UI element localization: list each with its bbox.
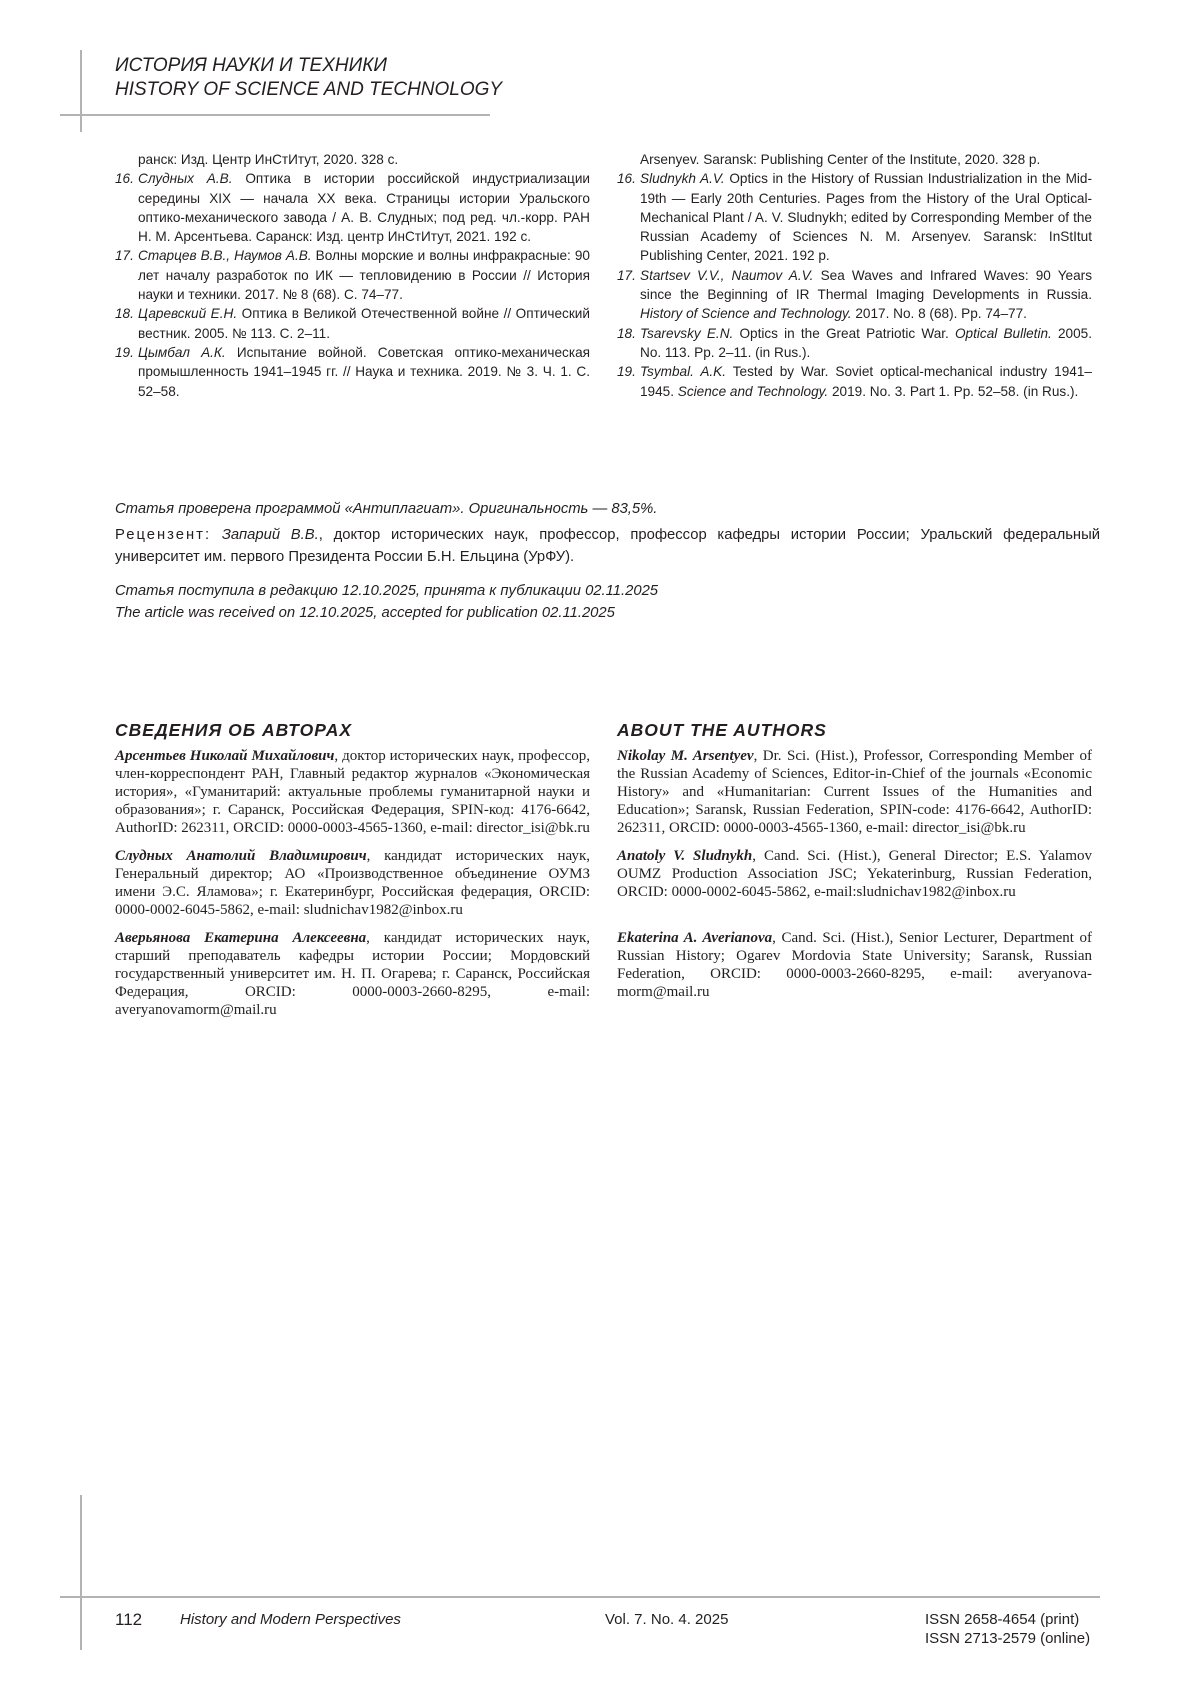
references-ru (115, 150, 590, 401)
issn-print: ISSN 2658-4654 (print) (925, 1611, 1080, 1628)
volume-info: Vol. 7. No. 4. 2025 (605, 1611, 729, 1628)
author-details: , кандидат исторических наук, старший преподаватель кафедры истории России; Мордовский государственный университет им. Н. П. Огарева; г. Саранск, Российская Федерация, ORCID: 0000-0003-2660-8295, e-mail: averyanovamorm@mail.ru (115, 930, 590, 1018)
author-name: Ekaterina A. Averianova (617, 930, 773, 946)
reference-number: 17. (115, 248, 134, 264)
header-vertical-rule (80, 50, 82, 132)
reference-text: Оптика в Великой Отечественной войне // Оптический вестник. 2005. № 113. С. 2–11. (138, 306, 590, 341)
reviewer-note (115, 524, 1100, 568)
reference-text: Optics in the History of Russian Industrialization in the Mid-19th — Early 20th Centuries. Pages from the History of the Ural Optical-Mechanical Plant / A. V. Sludnykh; edited by Corresponding Member of the Russian Academy of Sciences N. M. Arsenyev. Saransk: InStItut Publishing Center, 2021. 192 p. (640, 171, 1093, 264)
author-details: , кандидат исторических наук, Генеральный директор; АО «Производственное объединение ОУМЗ имени Э.С. Яламова»; г. Екатеринбург, Российская федерация, ORCID: 0000-0002-6045-5862, e-mail: sludnichav1982@inbox.ru (115, 848, 590, 918)
footer-vertical-rule (80, 1495, 82, 1650)
reference-author: Старцев В.В., Наумов А.В. (138, 248, 312, 264)
reference-continuation: Arsenyev. Saransk: Publishing Center of the Institute, 2020. 328 p. (640, 152, 1041, 167)
reference-author: Цымбал А.К. (138, 344, 226, 360)
reference-author: Слудных А.В. (138, 171, 233, 187)
reference-author: Sludnykh A.V. (640, 171, 725, 187)
authors-list-en (617, 747, 1092, 1001)
reference-item (617, 324, 1092, 363)
plagiarism-note: Статья проверена программой «Антиплагиат». Оригинальность — 83,5%. (115, 501, 658, 517)
author-name: Anatoly V. Sludnykh (617, 848, 753, 864)
author-entry (115, 929, 590, 1019)
reference-journal: Optical Bulletin. (954, 325, 1052, 341)
reference-number: 17. (617, 267, 636, 283)
reference-journal: History of Science and Technology. (640, 306, 852, 322)
reference-tail: 2005. No. 113. Pp. 2–11. (in Rus.). (640, 325, 1093, 360)
author-details: , доктор исторических наук, профессор, член-корреспондент РАН, Главный редактор журналов «Экономическая история», «Гуманитарий: актуальные проблемы гуманитарной науки и образования»; г. Саранск, Российская Федерация, SPIN-код: 4176-6642, AuthorID: 262311, ORCID: 0000-0003-4565-1360, e-mail: director_isi@bk.ru (115, 748, 590, 836)
author-entry (617, 747, 1092, 837)
author-entry (617, 929, 1092, 1001)
author-name: Слудных Анатолий Владимирович (115, 848, 367, 864)
issn-online: ISSN 2713-2579 (online) (925, 1630, 1091, 1647)
footer-horizontal-rule (60, 1596, 1100, 1598)
author-details: , Cand. Sci. (Hist.), Senior Lecturer, Department of Russian History; Ogarev Mordovia State University; Saransk, Russian Federation, ORCID: 0000-0003-2660-8295, e-mail: averyanova-morm@mail.ru (617, 930, 1092, 1000)
received-note-ru: Статья поступила в редакцию 12.10.2025, принята к публикации 02.11.2025 (115, 583, 659, 599)
reviewer-label: Рецензент: (115, 527, 212, 543)
reference-item (115, 343, 590, 401)
running-header (115, 54, 502, 102)
reference-author: Startsev V.V., Naumov A.V. (640, 267, 814, 283)
reference-item (115, 169, 590, 246)
reference-number: 19. (115, 344, 134, 360)
reference-tail: 2019. No. 3. Part 1. Pp. 52–58. (in Rus.). (828, 383, 1079, 399)
received-note-en: The article was received on 12.10.2025, accepted for publication 02.11.2025 (115, 605, 615, 621)
reference-text: Волны морские и волны инфракрасные: 90 лет началу разработок по ИК — тепловидению в России // История науки и техники. 2017. № 8 (68). С. 74–77. (138, 248, 590, 303)
header-title-ru: ИСТОРИЯ НАУКИ И ТЕХНИКИ (115, 55, 387, 76)
reference-text: Optics in the Great Patriotic War. (733, 325, 955, 341)
reference-item (617, 362, 1092, 401)
reference-number: 18. (617, 325, 636, 341)
authors-section-title-en: ABOUT THE AUTHORS (617, 720, 827, 740)
author-name: Аверьянова Екатерина Алексеевна (115, 930, 367, 946)
reference-number: 18. (115, 306, 134, 322)
reference-text: Испытание войной. Советская оптико-механическая промышленность 1941–1945 гг. // Наука и техника. 2019. № 3. Ч. 1. С. 52–58. (138, 344, 590, 399)
reference-author: Tsarevsky E.N. (640, 325, 734, 341)
reference-journal: Science and Technology. (677, 383, 829, 399)
reference-author: Tsymbal. A.K. (640, 364, 727, 380)
reference-tail: 2017. No. 8 (68). Pp. 74–77. (851, 306, 1027, 322)
authors-section-title-ru: СВЕДЕНИЯ ОБ АВТОРАХ (115, 720, 353, 740)
author-details: , Cand. Sci. (Hist.), General Director; E.S. Yalamov OUMZ Production Association JSC; Yekaterinburg, Russian Federation, ORCID: 0000-0002-6045-5862, e-mail:sludnichav1982@inbox.ru (617, 848, 1092, 900)
author-name: Nikolay M. Arsentyev (617, 748, 754, 764)
reference-author: Царевский Е.Н. (138, 306, 238, 322)
reference-number: 16. (115, 171, 134, 187)
reference-item (115, 304, 590, 343)
reviewer-text: , доктор исторических наук, профессор, профессор кафедры истории России; Уральский федеральный университет им. первого Президента России Б.Н. Ельцина (УрФУ). (115, 527, 1100, 565)
reference-text: Tested by War. Soviet optical-mechanical industry 1941–1945. (640, 364, 1092, 399)
reference-continuation: ранск: Изд. Центр ИнСтИтут, 2020. 328 с. (138, 152, 399, 167)
page-number: 112 (115, 1610, 143, 1629)
reference-text: Оптика в истории российской индустриализации середины XIX — начала XX века. Страницы истории Уральского оптико-механического завода / А. В. Слудных; под ред. чл.-корр. РАН Н. М. Арсентьева. Саранск: Изд. центр ИнСтИтут, 2021. 192 с. (138, 171, 591, 245)
reference-item (617, 266, 1092, 324)
reference-number: 19. (617, 364, 636, 380)
reference-item (115, 246, 590, 304)
authors-list-ru (115, 747, 590, 1019)
author-entry (617, 847, 1092, 901)
reference-item (617, 169, 1092, 265)
header-horizontal-rule (60, 114, 490, 116)
author-entry (115, 747, 590, 837)
reviewer-name: Запарий В.В. (221, 527, 319, 543)
author-entry (115, 847, 590, 919)
author-details: , Dr. Sci. (Hist.), Professor, Corresponding Member of the Russian Academy of Sciences, Editor-in-Chief of the journals «Economic History» and «Humanitarian: Current Issues of the Humanities and Education»; Saransk, Russian Federation, SPIN-code: 4176-6642, AuthorID: 262311, ORCID: 0000-0003-4565-1360, e-mail: director_isi@bk.ru (617, 748, 1092, 836)
references-en (617, 150, 1092, 401)
author-name: Арсентьев Николай Михайлович (115, 748, 335, 764)
journal-name: History and Modern Perspectives (180, 1611, 401, 1628)
reference-number: 16. (617, 171, 636, 187)
header-title-en: HISTORY OF SCIENCE AND TECHNOLOGY (115, 79, 503, 100)
reference-text: Sea Waves and Infrared Waves: 90 Years since the Beginning of IR Thermal Imaging Developments in Russia. (640, 267, 1092, 303)
